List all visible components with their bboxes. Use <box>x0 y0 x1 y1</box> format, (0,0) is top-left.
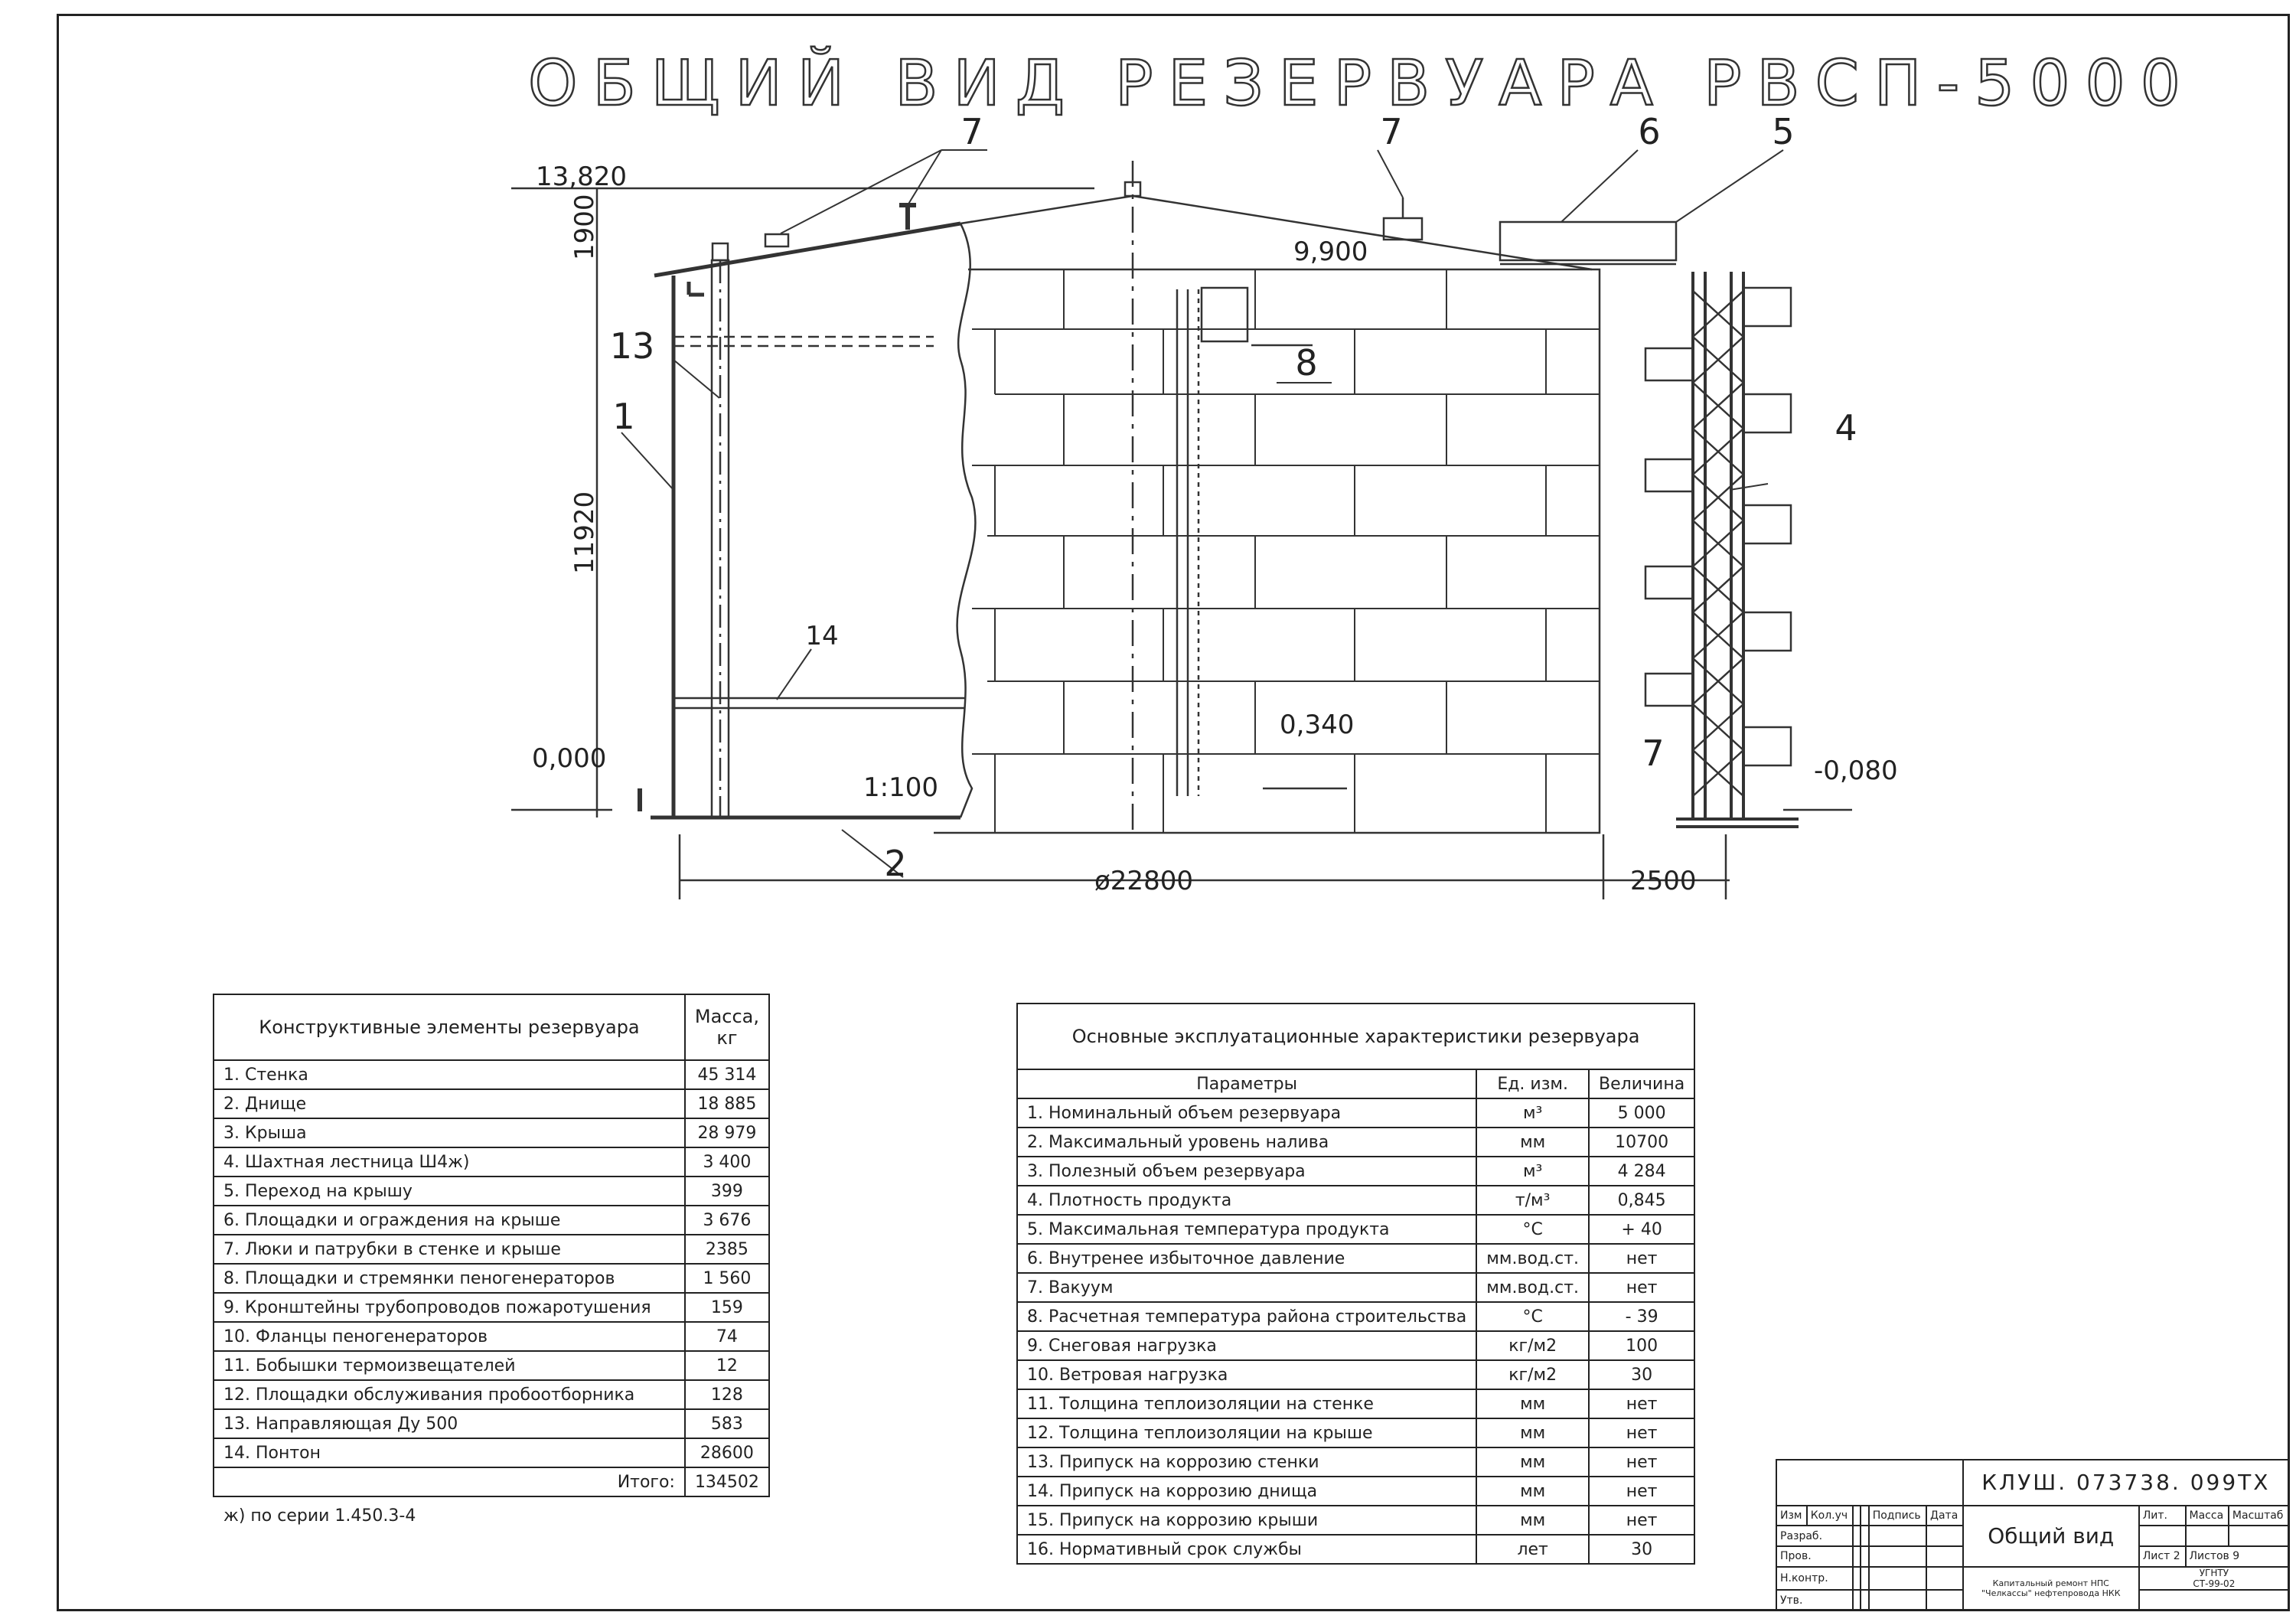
document-code: КЛУШ. 073738. 099ТХ <box>1963 1460 2289 1506</box>
table2-caption: Основные эксплуатационные характеристики резервуара <box>1017 1004 1694 1069</box>
table1-row-name: 13. Направляющая Ду 500 <box>214 1409 685 1438</box>
stamp-prov: Пров. <box>1776 1546 1853 1567</box>
table1-row-name: 12. Площадки обслуживания пробоотборника <box>214 1380 685 1409</box>
table2-row-param: 11. Толщина теплоизоляции на стенке <box>1017 1389 1476 1418</box>
table2-row-param: 2. Максимальный уровень налива <box>1017 1128 1476 1157</box>
table1-total-value: 134502 <box>685 1467 769 1496</box>
table2-row-param: 3. Полезный объем резервуара <box>1017 1157 1476 1186</box>
table1-row-name: 14. Понтон <box>214 1438 685 1467</box>
table1-row-name: 5. Переход на крышу <box>214 1177 685 1206</box>
table1-row <box>214 1322 769 1351</box>
table1-row <box>214 1089 769 1118</box>
stamp-lit: Лит. <box>2139 1506 2186 1526</box>
elevation-0340: 0,340 <box>1280 710 1355 740</box>
callout-7c: 7 <box>1642 733 1665 774</box>
callout-1: 1 <box>612 396 635 437</box>
stamp-list-no: 2 <box>2173 1550 2180 1563</box>
callout-14: 14 <box>805 621 839 651</box>
stamp-listov: Листов <box>2189 1550 2229 1563</box>
table1-row-name: 7. Люки и патрубки в стенке и крыше <box>214 1235 685 1264</box>
table1-row <box>214 1438 769 1467</box>
table2-row <box>1017 1389 1694 1418</box>
dim-11920: 11920 <box>569 491 600 574</box>
table1-row-mass: 18 885 <box>685 1089 769 1118</box>
callout-7a: 7 <box>960 111 983 152</box>
table2-row-value: - 39 <box>1589 1302 1694 1331</box>
dim-1900: 1900 <box>569 194 600 260</box>
table2-row-value: 0,845 <box>1589 1186 1694 1215</box>
structural-elements-table <box>213 994 770 1497</box>
diameter-dimension: ø22800 <box>1094 866 1193 896</box>
table2-row <box>1017 1360 1694 1389</box>
table2-row-param: 8. Расчетная температура района строительства <box>1017 1302 1476 1331</box>
table1-row-name: 10. Фланцы пеногенераторов <box>214 1322 685 1351</box>
stamp-org: УГНТУ <box>2199 1567 2229 1578</box>
table2-row-unit: мм <box>1476 1128 1589 1157</box>
stamp-razrab: Разраб. <box>1776 1526 1853 1546</box>
callout-2: 2 <box>884 843 907 884</box>
table2-row-unit: мм <box>1476 1477 1589 1506</box>
table2-row <box>1017 1331 1694 1360</box>
table2-row-param: 1. Номинальный объем резервуара <box>1017 1098 1476 1128</box>
table2-row <box>1017 1098 1694 1128</box>
project-name: Капитальный ремонт НПС "Челкассы" нефтепровода НКК <box>1963 1567 2139 1611</box>
table1-header-name: Конструктивные элементы резервуара <box>214 994 685 1060</box>
table1-row-mass: 583 <box>685 1409 769 1438</box>
table1-header-mass: Масса, кг <box>685 994 769 1060</box>
table1-row <box>214 1293 769 1322</box>
table1-row-mass: 74 <box>685 1322 769 1351</box>
table2-row-unit: °С <box>1476 1215 1589 1244</box>
table2-row-unit: мм.вод.ст. <box>1476 1273 1589 1302</box>
table2-row-unit: т/м³ <box>1476 1186 1589 1215</box>
table2-row <box>1017 1535 1694 1564</box>
series-footnote: ж) по серии 1.450.3-4 <box>223 1506 416 1526</box>
stamp-nkontr: Н.контр. <box>1776 1567 1853 1591</box>
table2-row <box>1017 1128 1694 1157</box>
stamp-utv: Утв. <box>1776 1590 1853 1611</box>
table2-row-unit: мм <box>1476 1389 1589 1418</box>
table2-row-param: 10. Ветровая нагрузка <box>1017 1360 1476 1389</box>
table2-row <box>1017 1447 1694 1477</box>
operating-characteristics-table <box>1016 1003 1695 1565</box>
table1-row <box>214 1351 769 1380</box>
stamp-kol: Кол.уч <box>1807 1506 1853 1526</box>
table1-row-mass: 1 560 <box>685 1264 769 1293</box>
table2-row-unit: кг/м2 <box>1476 1360 1589 1389</box>
callout-4: 4 <box>1835 407 1857 449</box>
table2-row-value: 5 000 <box>1589 1098 1694 1128</box>
table2-row <box>1017 1157 1694 1186</box>
table1-row-name: 11. Бобышки термоизвещателей <box>214 1351 685 1380</box>
table1-row-mass: 12 <box>685 1351 769 1380</box>
table2-row-unit: мм <box>1476 1447 1589 1477</box>
table1-row <box>214 1118 769 1147</box>
table2-row <box>1017 1244 1694 1273</box>
callout-numbers <box>610 111 1857 884</box>
table2-row-param: 15. Припуск на коррозию крыши <box>1017 1506 1476 1535</box>
table2-col-value: Величина <box>1589 1069 1694 1098</box>
table2-row-unit: м³ <box>1476 1098 1589 1128</box>
elevation-0000: 0,000 <box>532 743 607 774</box>
table1-row-mass: 128 <box>685 1380 769 1409</box>
table2-row-param: 16. Нормативный срок службы <box>1017 1535 1476 1564</box>
table2-row-value: нет <box>1589 1447 1694 1477</box>
table2-row-unit: кг/м2 <box>1476 1331 1589 1360</box>
table1-row-mass: 28600 <box>685 1438 769 1467</box>
callout-6: 6 <box>1638 111 1661 152</box>
table2-row-value: нет <box>1589 1244 1694 1273</box>
table1-row <box>214 1235 769 1264</box>
table2-row <box>1017 1418 1694 1447</box>
table2-row-param: 7. Вакуум <box>1017 1273 1476 1302</box>
table2-row-value: + 40 <box>1589 1215 1694 1244</box>
table2-row-param: 9. Снеговая нагрузка <box>1017 1331 1476 1360</box>
table2-row <box>1017 1186 1694 1215</box>
table2-row-param: 6. Внутренее избыточное давление <box>1017 1244 1476 1273</box>
slope-label: 1:100 <box>863 772 938 803</box>
table1-total-label: Итого: <box>214 1467 685 1496</box>
table2-row-value: нет <box>1589 1389 1694 1418</box>
elevation-minus0080: -0,080 <box>1814 756 1898 786</box>
table2-row-value: нет <box>1589 1418 1694 1447</box>
table1-row-name: 2. Днище <box>214 1089 685 1118</box>
table1-row-mass: 45 314 <box>685 1060 769 1089</box>
stamp-listov-no: 9 <box>2232 1550 2240 1563</box>
table1-row-name: 3. Крыша <box>214 1118 685 1147</box>
table2-row-param: 13. Припуск на коррозию стенки <box>1017 1447 1476 1477</box>
stamp-podpis: Подпись <box>1869 1506 1926 1526</box>
title-block <box>1776 1459 2290 1611</box>
table2-row-unit: м³ <box>1476 1157 1589 1186</box>
callout-8: 8 <box>1295 342 1318 383</box>
table2-row-unit: мм <box>1476 1418 1589 1447</box>
stamp-data: Дата <box>1926 1506 1963 1526</box>
table2-row <box>1017 1273 1694 1302</box>
width-2500-dimension: 2500 <box>1630 866 1697 896</box>
table2-row-param: 5. Максимальная температура продукта <box>1017 1215 1476 1244</box>
table1-row-name: 8. Площадки и стремянки пеногенераторов <box>214 1264 685 1293</box>
stamp-group: СТ-99-02 <box>2193 1578 2236 1589</box>
table1-row-name: 1. Стенка <box>214 1060 685 1089</box>
table2-row-value: нет <box>1589 1477 1694 1506</box>
drawing-title: ОБЩИЙ ВИД РЕЗЕРВУАРА РВСП-5000 <box>528 47 2196 120</box>
table2-row <box>1017 1215 1694 1244</box>
table2-row-param: 4. Плотность продукта <box>1017 1186 1476 1215</box>
table2-row-value: 10700 <box>1589 1128 1694 1157</box>
elevation-9900: 9,900 <box>1293 237 1368 267</box>
table1-row-mass: 3 676 <box>685 1206 769 1235</box>
table2-col-param: Параметры <box>1017 1069 1476 1098</box>
table1-row <box>214 1380 769 1409</box>
table2-row <box>1017 1477 1694 1506</box>
stamp-massa: Масса <box>2186 1506 2229 1526</box>
table1-row-name: 6. Площадки и ограждения на крыше <box>214 1206 685 1235</box>
stamp-list: Лист <box>2142 1550 2170 1563</box>
table2-row <box>1017 1302 1694 1331</box>
callout-5: 5 <box>1772 111 1795 152</box>
table2-row-value: нет <box>1589 1506 1694 1535</box>
table1-row-mass: 28 979 <box>685 1118 769 1147</box>
table2-row-param: 14. Припуск на коррозию днища <box>1017 1477 1476 1506</box>
table1-row <box>214 1206 769 1235</box>
table1-row-mass: 3 400 <box>685 1147 769 1177</box>
table2-row-param: 12. Толщина теплоизоляции на крыше <box>1017 1418 1476 1447</box>
table1-row-name: 9. Кронштейны трубопроводов пожаротушения <box>214 1293 685 1322</box>
drawing-name: Общий вид <box>1963 1506 2139 1567</box>
table2-row-unit: лет <box>1476 1535 1589 1564</box>
table2-row-unit: мм.вод.ст. <box>1476 1244 1589 1273</box>
table1-row <box>214 1147 769 1177</box>
callout-7b: 7 <box>1380 111 1403 152</box>
table1-row-mass: 2385 <box>685 1235 769 1264</box>
table2-row <box>1017 1506 1694 1535</box>
table1-row <box>214 1409 769 1438</box>
table1-row <box>214 1264 769 1293</box>
table2-row-value: нет <box>1589 1273 1694 1302</box>
stamp-masshtab: Масштаб <box>2229 1506 2289 1526</box>
table2-row-value: 4 284 <box>1589 1157 1694 1186</box>
stamp-izm: Изм <box>1776 1506 1807 1526</box>
table1-row <box>214 1177 769 1206</box>
table1-row-name: 4. Шахтная лестница Ш4ж) <box>214 1147 685 1177</box>
table1-row <box>214 1060 769 1089</box>
elevation-13820: 13,820 <box>536 162 627 192</box>
table2-col-unit: Ед. изм. <box>1476 1069 1589 1098</box>
table2-row-value: 100 <box>1589 1331 1694 1360</box>
table1-row-mass: 399 <box>685 1177 769 1206</box>
table1-row-mass: 159 <box>685 1293 769 1322</box>
table2-row-value: 30 <box>1589 1360 1694 1389</box>
callout-13: 13 <box>609 325 655 367</box>
table2-row-value: 30 <box>1589 1535 1694 1564</box>
table2-row-unit: °С <box>1476 1302 1589 1331</box>
table2-row-unit: мм <box>1476 1506 1589 1535</box>
